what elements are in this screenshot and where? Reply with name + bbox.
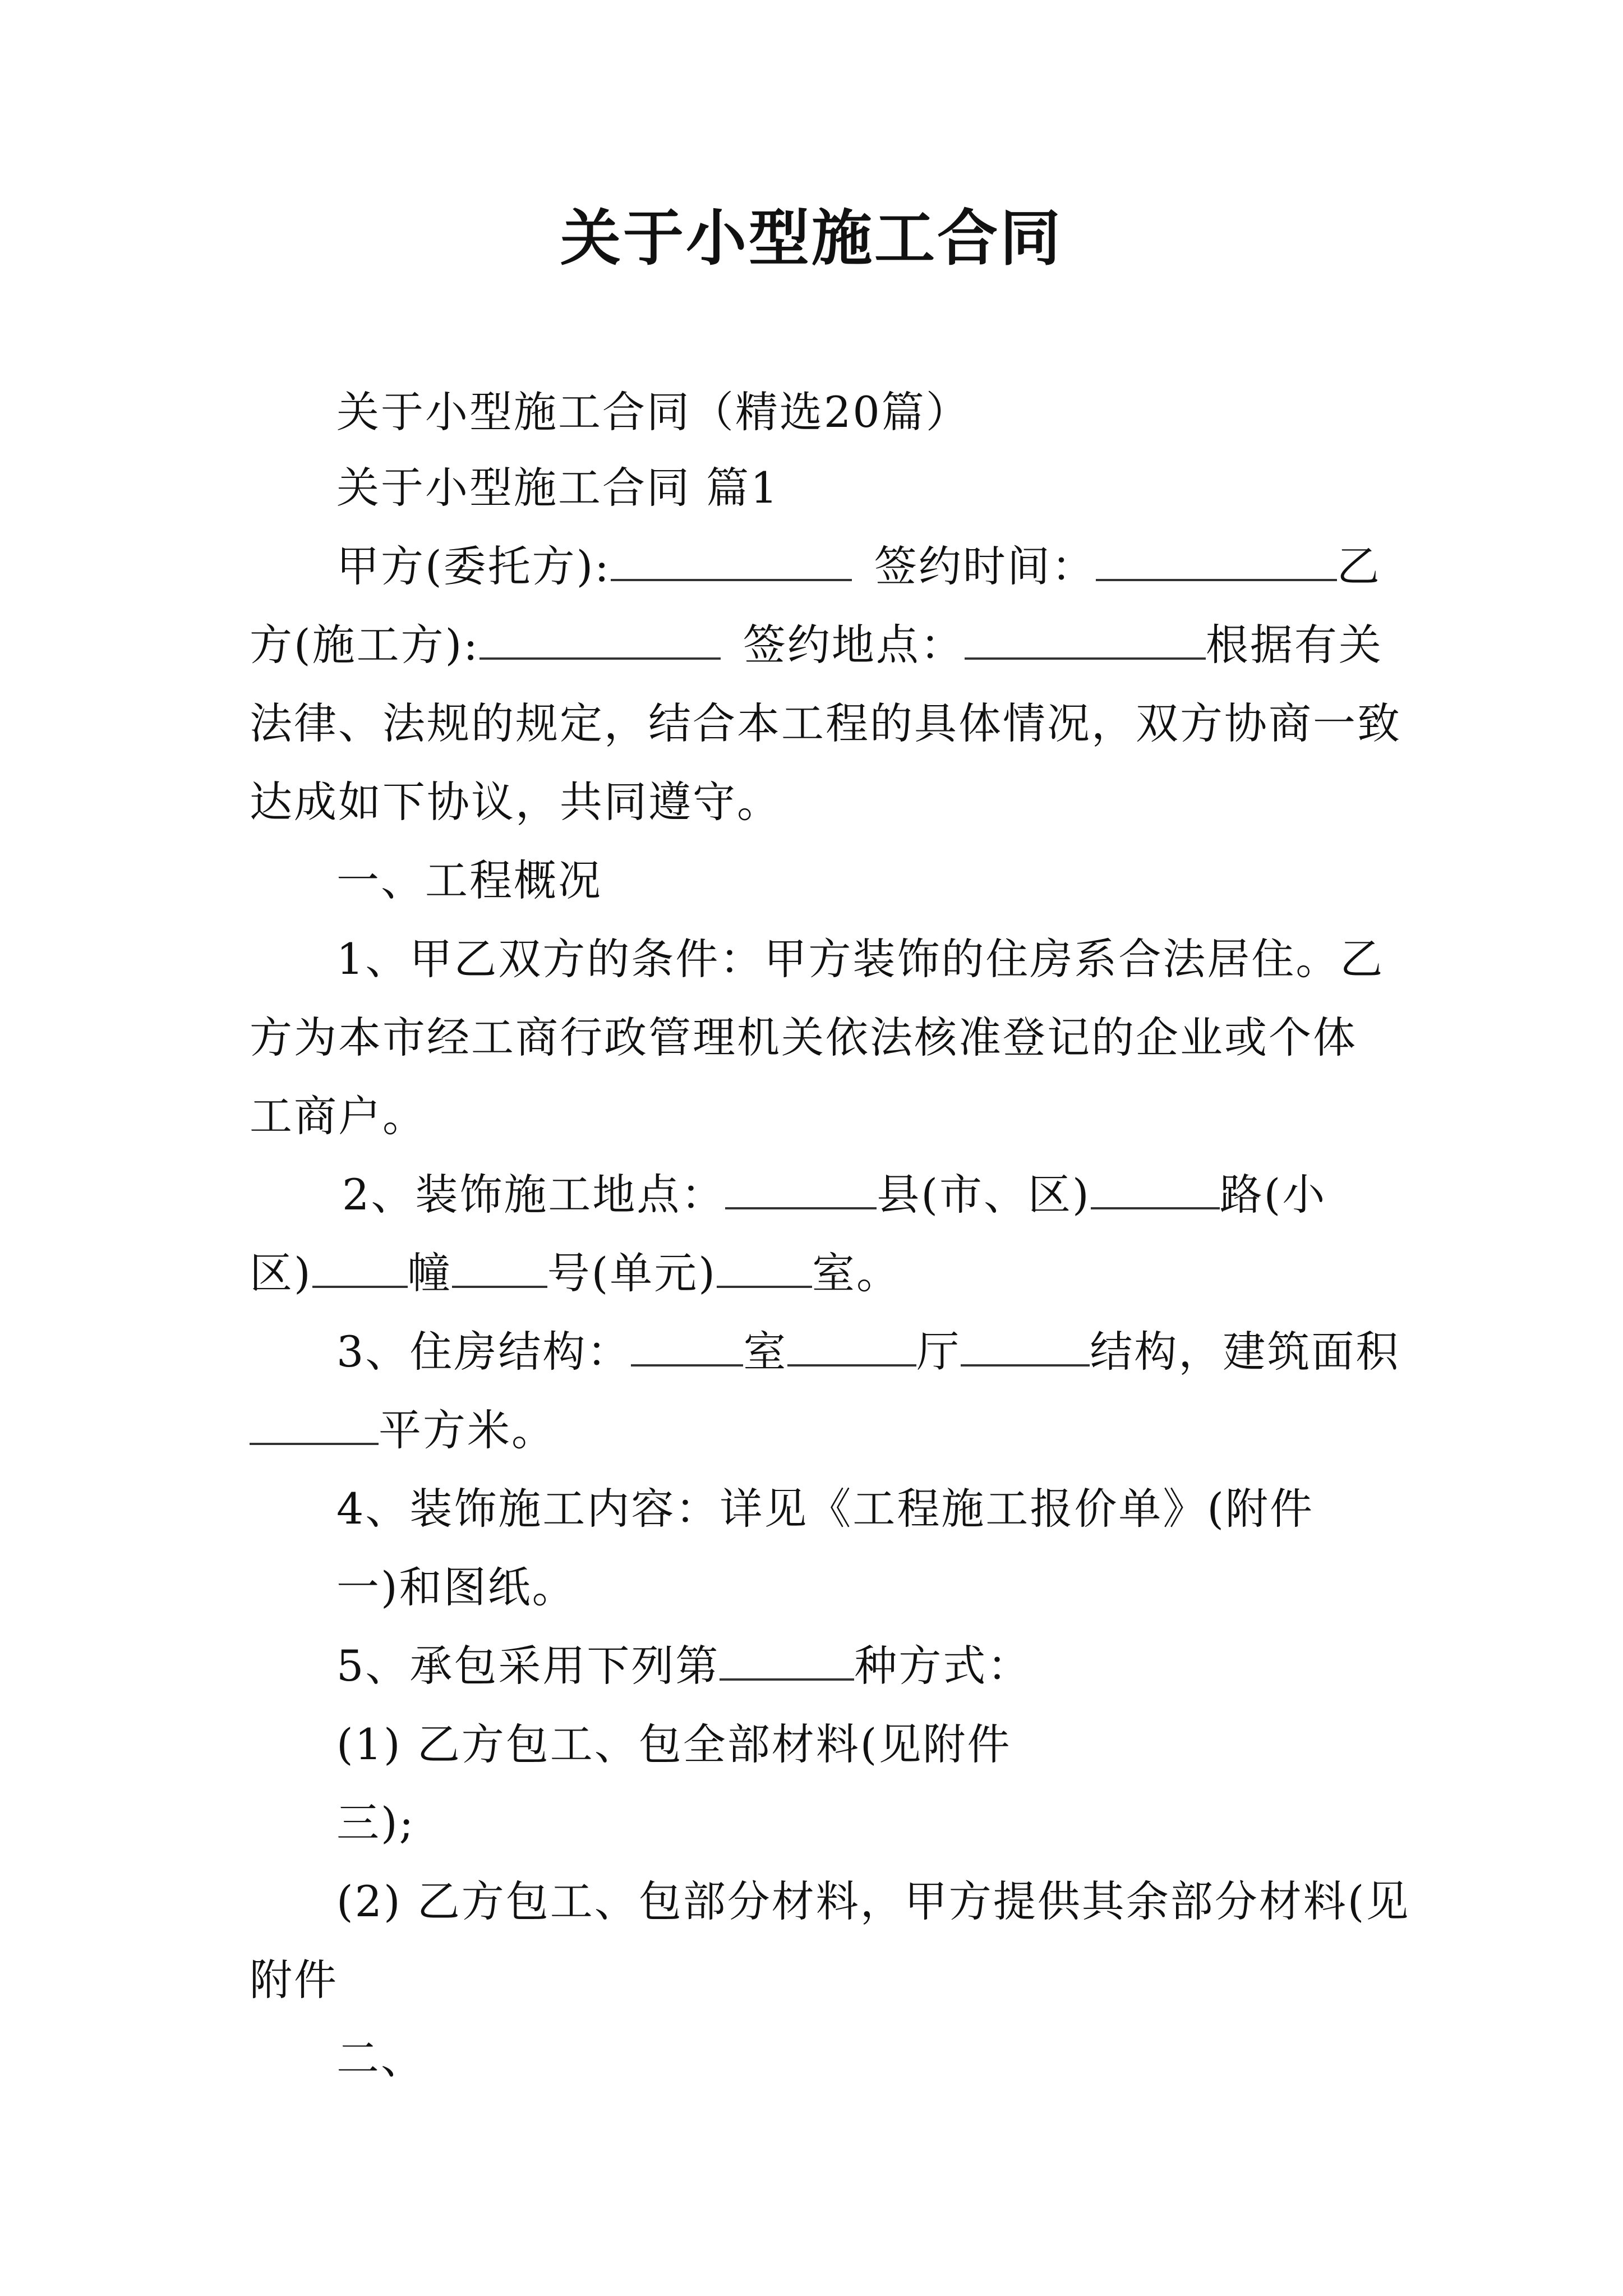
party-b-label-end: 方(施工方): <box>250 620 479 670</box>
option-2-line-3: 二、 <box>336 2033 425 2083</box>
party-a-line <box>336 527 1381 606</box>
item-3-halls: 厅 <box>916 1327 961 1377</box>
item-2-county: 县(市、区) <box>877 1170 1091 1220</box>
party-b-blank <box>479 622 721 660</box>
rooms-blank <box>631 1328 743 1366</box>
item-5-line <box>336 1627 1031 1705</box>
option-1-line-1: (1) 乙方包工、包全部材料(见附件 <box>336 1719 1012 1769</box>
item-2-number: 号(单元) <box>547 1248 717 1298</box>
party-a-blank <box>611 543 852 581</box>
item-5-prefix: 5、承包采用下列第 <box>336 1641 720 1691</box>
sign-time-blank <box>1096 543 1337 581</box>
building-blank <box>452 1250 547 1288</box>
item-1-line-3: 工商户。 <box>250 1091 427 1141</box>
section-heading: 关于小型施工合同 篇1 <box>336 463 780 513</box>
option-2-line-2: 附件 <box>250 1955 338 2005</box>
item-2-line-1 <box>342 1156 1326 1234</box>
intro-line-3: 达成如下协议，共同遵守。 <box>250 777 781 827</box>
sign-place-blank <box>965 622 1206 660</box>
item-2-building: 幢 <box>407 1248 452 1298</box>
item-2-prefix: 2、装饰施工地点： <box>342 1170 726 1220</box>
structure-blank <box>961 1328 1090 1366</box>
district-blank <box>312 1250 408 1288</box>
sign-place-label: 签约地点： <box>743 620 965 670</box>
item-5-suffix: 种方式： <box>854 1641 1032 1691</box>
item-2-road: 路(小 <box>1219 1170 1327 1220</box>
item-4-line-2: 一)和图纸。 <box>336 1562 577 1612</box>
option-1-line-2: 三); <box>336 1798 416 1848</box>
sign-time-label: 签约时间： <box>874 541 1096 591</box>
unit-blank <box>717 1250 812 1288</box>
halls-blank <box>787 1328 916 1366</box>
area-blank <box>250 1407 379 1445</box>
document-subtitle: 关于小型施工合同（精选20篇） <box>336 387 970 437</box>
item-3-line-1 <box>336 1313 1400 1391</box>
item-4-line-1: 4、装饰施工内容：详见《工程施工报价单》(附件 <box>336 1484 1315 1534</box>
item-3-prefix: 3、住房结构： <box>336 1327 631 1377</box>
item-3-area: 平方米。 <box>379 1405 556 1455</box>
method-blank <box>720 1642 854 1681</box>
document-title: 关于小型施工合同 <box>560 203 1063 274</box>
intro-tail: 根据有关 <box>1205 620 1383 670</box>
section-1-heading: 一、工程概况 <box>336 855 602 905</box>
item-1-line-2: 方为本市经工商行政管理机关依法核准登记的企业或个体 <box>250 1013 1357 1062</box>
item-3-line-2 <box>250 1391 556 1470</box>
option-2-line-1: (2) 乙方包工、包部分材料，甲方提供其余部分材料(见 <box>336 1876 1410 1926</box>
item-2-line-2 <box>250 1234 901 1313</box>
item-1-line-1: 1、甲乙双方的条件：甲方装饰的住房系合法居住。乙 <box>336 934 1385 984</box>
item-3-rooms: 室 <box>743 1327 788 1377</box>
party-b-label-start: 乙 <box>1336 541 1381 591</box>
party-a-label: 甲方(委托方): <box>336 541 611 591</box>
item-2-room: 室。 <box>811 1248 901 1298</box>
road-blank <box>1091 1171 1220 1209</box>
party-b-line <box>250 606 1383 684</box>
item-2-district: 区) <box>250 1248 312 1298</box>
intro-line-2: 法律、法规的规定，结合本工程的具体情况，双方协商一致 <box>250 698 1401 748</box>
county-blank <box>725 1171 877 1209</box>
item-3-structure: 结构，建筑面积 <box>1090 1327 1400 1377</box>
